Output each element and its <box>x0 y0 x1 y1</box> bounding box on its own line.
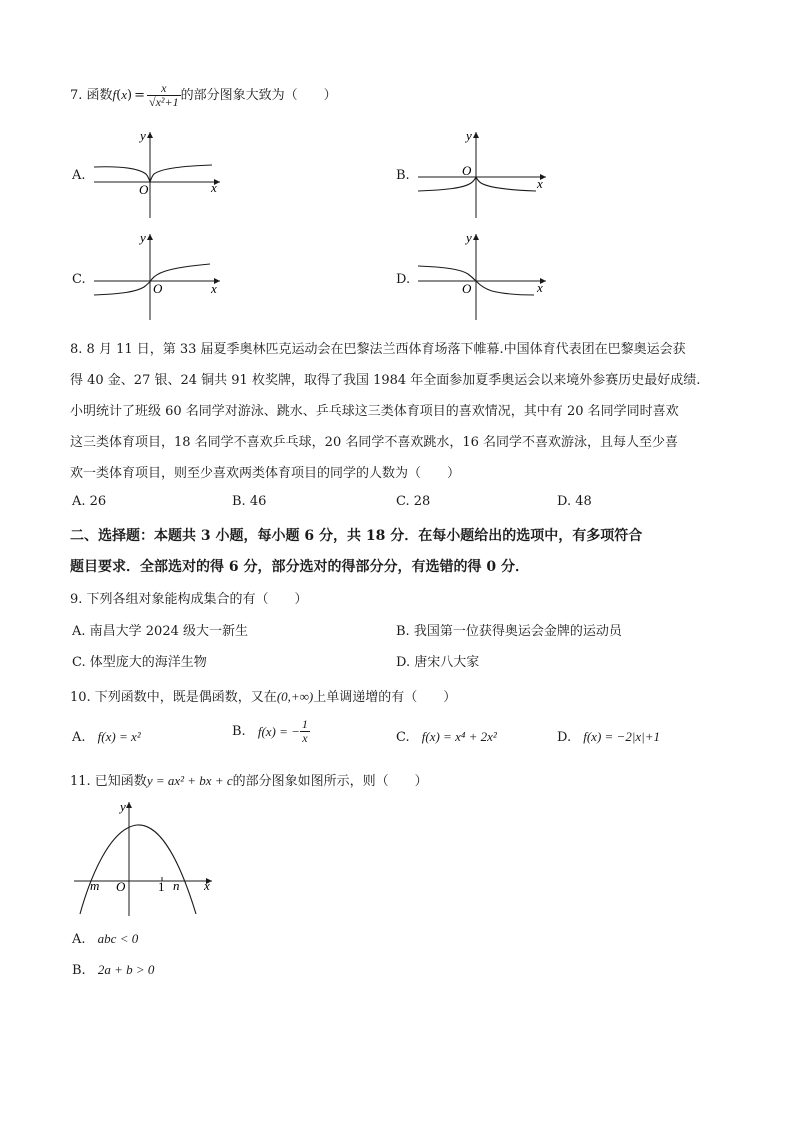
curve-right <box>476 177 536 191</box>
origin-label: O <box>116 879 126 894</box>
q8-option-c: C. 28 <box>396 494 431 509</box>
q7-graph-b <box>414 128 554 223</box>
q10-option-a-label: A. <box>72 730 86 745</box>
q7-option-b-label: B. <box>396 168 410 183</box>
curve <box>94 264 210 295</box>
q10-option-a-expr: f(x) = x² <box>97 729 141 744</box>
q9-option-c: C. 体型庞大的海洋生物 <box>72 655 207 670</box>
q11-option-b-label: B. <box>72 963 86 978</box>
x-label: x <box>211 180 217 195</box>
q7-stem <box>70 82 337 109</box>
x-label: x <box>211 281 217 296</box>
q7-numerator: x <box>147 82 181 96</box>
origin-label: O <box>139 182 149 197</box>
q10-option-b <box>232 718 310 745</box>
q11-option-a-label: A. <box>72 932 86 947</box>
q11-stem-a: 11. 已知函数 <box>70 774 147 789</box>
q10-option-b-denominator: x <box>302 731 308 746</box>
y-label: y <box>140 230 146 245</box>
curve-left <box>418 177 476 191</box>
q10-interval: (0,+∞) <box>276 689 314 704</box>
q7-option-a-label: A. <box>72 168 86 183</box>
q7-func-name: f <box>112 87 117 103</box>
q7-option-c-label: C. <box>72 272 86 287</box>
q10-option-b-numerator: 1 <box>301 717 308 731</box>
section2-line-1: 二、选择题：本题共 3 小题，每小题 6 分，共 18 分．在每小题给出的选项中，有多项符合 <box>70 528 643 544</box>
q8-line-1: 8. 8 月 11 日，第 33 届夏季奥林匹克运动会在巴黎法兰西体育场落下帷幕.中国体育代表团在巴黎奥运会获 <box>70 342 686 357</box>
q10-option-c-label: C. <box>396 730 410 745</box>
q9-stem: 9. 下列各组对象能构成集合的有（ ） <box>70 592 308 607</box>
q7-equals: = <box>134 88 146 104</box>
q8-line-5: 欢一类体育项目，则至少喜欢两类体育项目的同学的人数为（ ） <box>70 466 461 481</box>
q10-option-d <box>557 729 660 745</box>
q7-suffix: 的部分图象大致为（ ） <box>180 88 337 104</box>
q10-stem <box>70 686 456 705</box>
q11-option-b <box>72 962 154 978</box>
q10-option-a <box>72 729 141 745</box>
q10-option-b-label: B. <box>232 724 246 740</box>
y-axis-arrow <box>473 132 479 138</box>
q7-lparen: ( <box>116 88 122 104</box>
y-axis-arrow <box>147 132 153 138</box>
q10-option-c <box>396 729 497 745</box>
y-axis-arrow <box>126 802 132 808</box>
q10-option-d-label: D. <box>557 730 572 745</box>
q11-option-a-expr: abc < 0 <box>97 931 139 946</box>
x-label: x <box>204 878 210 893</box>
q7-prefix: 7. 函数 <box>70 88 113 104</box>
y-label: y <box>466 230 472 245</box>
q7-rparen: ) <box>127 88 133 104</box>
q8-option-b: B. 46 <box>232 494 267 509</box>
q11-stem-b: 的部分图象如图所示，则（ ） <box>232 774 428 789</box>
x-label: x <box>537 280 543 295</box>
q10-option-d-expr: f(x) = −2|x|+1 <box>583 729 661 744</box>
origin-label: O <box>153 281 163 296</box>
q11-parabola-graph <box>70 798 220 920</box>
q7-graph-c <box>90 230 230 325</box>
q7-var: x <box>121 87 128 103</box>
q7-option-d-label: D. <box>396 272 411 287</box>
m-label: m <box>90 878 100 893</box>
q11-stem <box>70 770 428 789</box>
x-label: x <box>537 176 543 191</box>
q7-denominator: √x²+1 <box>149 95 179 110</box>
q8-line-3: 小明统计了班级 60 名同学对游泳、跳水、乒乓球这三类体育项目的喜欢情况，其中有 20 名同学同时喜欢 <box>70 404 679 419</box>
y-axis-arrow <box>473 234 479 240</box>
q11-option-b-expr: 2a + b > 0 <box>97 962 155 977</box>
origin-label: O <box>462 163 472 178</box>
q11-option-a <box>72 931 138 947</box>
curve-right <box>150 165 212 182</box>
curve-left <box>94 167 150 182</box>
q9-option-b: B. 我国第一位获得奥运会金牌的运动员 <box>396 624 622 639</box>
n-label: n <box>173 878 180 893</box>
q10-option-b-expr: f(x) = − <box>257 723 300 739</box>
q10-option-c-expr: f(x) = x⁴ + 2x² <box>421 729 497 744</box>
y-label: y <box>466 128 472 143</box>
y-label: y <box>140 128 146 143</box>
q8-option-d: D. 48 <box>557 494 592 509</box>
section2-line-2: 题目要求．全部选对的得 6 分，部分选对的得部分分，有选错的得 0 分． <box>70 559 529 575</box>
q8-option-a: A. 26 <box>72 494 107 509</box>
q10-stem-a: 10. 下列函数中，既是偶函数，又在 <box>70 690 277 705</box>
q7-graph-a <box>90 128 230 223</box>
origin-label: O <box>462 281 472 296</box>
q7-fraction <box>147 82 181 109</box>
q8-line-4: 这三类体育项目，18 名同学不喜欢乒乓球，20 名同学不喜欢跳水，16 名同学不喜欢游泳，且每人至少喜 <box>70 435 679 450</box>
one-label: 1 <box>158 879 165 894</box>
q8-line-2: 得 40 金、27 银、24 铜共 91 枚奖牌，取得了我国 1984 年全面参加夏季奥运会以来境外参赛历史最好成绩. <box>70 373 701 388</box>
y-axis-arrow <box>147 234 153 240</box>
q10-stem-b: 上单调递增的有（ ） <box>313 690 457 705</box>
q9-option-a: A. 南昌大学 2024 级大一新生 <box>72 624 249 639</box>
y-label: y <box>120 799 126 814</box>
q11-expr: y = ax² + bx + c <box>146 773 233 788</box>
parabola-curve <box>80 825 196 914</box>
q7-graph-d <box>414 230 554 325</box>
q9-option-d: D. 唐宋八大家 <box>396 655 480 670</box>
q10-option-b-fraction <box>300 718 310 745</box>
